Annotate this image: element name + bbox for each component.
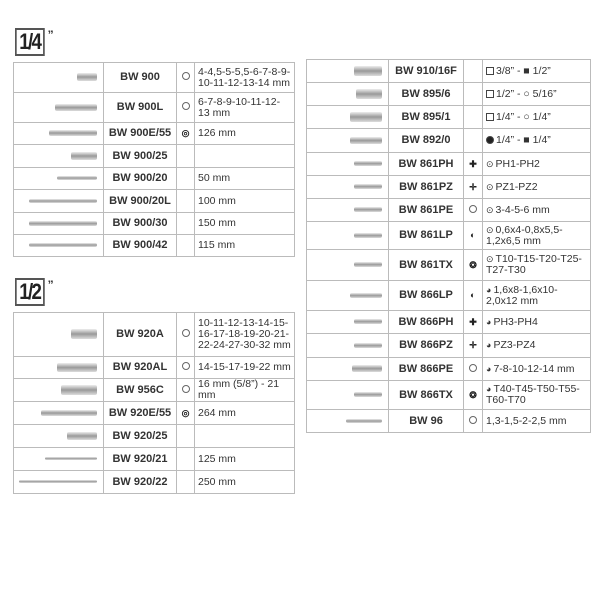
table-cell (464, 250, 483, 281)
circle-outline-icon (182, 362, 190, 370)
table-cell (483, 176, 591, 199)
product-code: BW 861PZ (389, 176, 464, 199)
size-description: 1,6x8-1,6x10-2,0x12 mm (486, 283, 558, 307)
product-code: BW 861PE (389, 199, 464, 222)
tool-image (29, 199, 97, 203)
table-cell (14, 123, 104, 145)
table-cell (483, 250, 591, 281)
table-cell (195, 471, 295, 494)
table-cell (483, 222, 591, 250)
table-cell (14, 235, 104, 257)
table-row (307, 334, 591, 358)
product-code: BW 866PE (389, 358, 464, 381)
tool-image (77, 73, 97, 81)
table-row (14, 425, 295, 448)
product-code: BW 895/1 (389, 106, 464, 129)
size-description: 50 mm (198, 172, 231, 184)
table-cell (14, 402, 104, 425)
table-cell (177, 471, 195, 494)
product-code: BW 866PH (389, 311, 464, 334)
table-cell (307, 334, 389, 358)
size-description: 126 mm (198, 127, 236, 139)
product-code: BW 900/20L (104, 190, 177, 213)
bit-10mm-icon: ⊙ (486, 158, 494, 169)
table-cell (464, 83, 483, 106)
circle-outline-icon (469, 364, 477, 372)
table-row (14, 235, 295, 257)
size-description: 100 mm (198, 194, 236, 207)
table-row (14, 145, 295, 168)
product-code: BW 920/25 (104, 425, 177, 448)
table-cell (483, 381, 591, 410)
table-cell (195, 425, 295, 448)
table-cell (464, 176, 483, 199)
table-cell (307, 311, 389, 334)
table-cell (177, 448, 195, 471)
table-cell (464, 281, 483, 311)
table-row (14, 313, 295, 357)
table-cell (464, 222, 483, 250)
table-cell (307, 281, 389, 311)
bit-10mm-icon: ⊙ (486, 204, 494, 215)
table-cell (177, 123, 195, 145)
size-description: 0,6x4-0,8x5,5-1,2x6,5 mm (486, 223, 563, 247)
product-code: BW 900/25 (104, 145, 177, 168)
table-cell (195, 313, 295, 357)
tool-image (354, 66, 382, 76)
product-code: BW 900/30 (104, 213, 177, 235)
product-code: BW 920AL (104, 357, 177, 379)
circle-outline-icon (182, 385, 190, 393)
product-code: BW 900E/55 (104, 123, 177, 145)
table-cell (464, 153, 483, 176)
tool-image (354, 262, 382, 267)
table-cell (464, 199, 483, 222)
tool-image (29, 221, 97, 226)
table-row (307, 199, 591, 222)
table-row (307, 129, 591, 153)
product-code: BW 900 (104, 63, 177, 93)
table-cell (195, 448, 295, 471)
tool-image (352, 365, 382, 372)
table-cell (307, 153, 389, 176)
table-cell (483, 129, 591, 153)
tool-image (354, 233, 382, 238)
table-cell (307, 222, 389, 250)
table-cell (483, 311, 591, 334)
circle-outline-icon (182, 329, 190, 337)
product-code: BW 892/0 (389, 129, 464, 153)
table-cell (14, 313, 104, 357)
table-cell (14, 168, 104, 190)
quarter-inch-table (13, 62, 295, 257)
table-cell (177, 63, 195, 93)
table-cell (195, 63, 295, 93)
tool-image (354, 161, 382, 166)
table-cell (307, 250, 389, 281)
square-drive-icon (486, 90, 494, 98)
size-description: 10-11-12-13-14-15-16-17-18-19-20-21-22-24-27-30-32 mm (198, 317, 291, 351)
table-row (14, 448, 295, 471)
size-description: PH1-PH2 (495, 157, 540, 170)
product-code: BW 861TX (389, 250, 464, 281)
table-row (307, 222, 591, 250)
size-description: PH3-PH4 (493, 315, 538, 328)
size-description: 250 mm (198, 475, 236, 488)
size-description: 1/2” - ○ 5/16” (496, 87, 557, 100)
table-row (14, 168, 295, 190)
table-cell (307, 83, 389, 106)
tool-image (41, 410, 97, 416)
table-cell (464, 60, 483, 83)
table-cell (464, 106, 483, 129)
tool-image (71, 152, 97, 160)
table-row (14, 63, 295, 93)
size-description: 14-15-17-19-22 mm (198, 361, 291, 373)
table-cell (177, 425, 195, 448)
table-cell (464, 410, 483, 433)
circle-outline-icon (469, 416, 477, 424)
table-cell (483, 199, 591, 222)
section-header-1-4 (15, 28, 54, 56)
table-cell (195, 93, 295, 123)
table-cell (307, 60, 389, 83)
table-row (14, 93, 295, 123)
table-cell (195, 123, 295, 145)
phillips-icon: ✚ (469, 158, 477, 169)
product-code: BW 866LP (389, 281, 464, 311)
product-code: BW 920A (104, 313, 177, 357)
table-row (307, 250, 591, 281)
phillips-icon: ✚ (469, 316, 477, 327)
table-row (307, 60, 591, 83)
size-description: 125 mm (198, 452, 236, 465)
table-cell (14, 425, 104, 448)
table-cell (483, 334, 591, 358)
table-row (307, 281, 591, 311)
table-cell (195, 235, 295, 257)
size-description: 115 mm (198, 239, 236, 251)
table-cell (195, 168, 295, 190)
table-cell (483, 281, 591, 311)
table-cell (307, 381, 389, 410)
table-cell (464, 381, 483, 410)
table-cell (464, 334, 483, 358)
table-cell (483, 410, 591, 433)
table-cell (195, 145, 295, 168)
inch-mark: ” (47, 28, 54, 42)
accessories-table (306, 59, 591, 433)
ratchet-symbol-icon: ◎ (181, 128, 190, 138)
table-cell (14, 63, 104, 93)
slotted-icon: ◐ (470, 290, 476, 300)
tool-image (61, 385, 97, 395)
size-description: 16 mm (5/8”) - 21 mm (198, 378, 280, 401)
table-cell (483, 106, 591, 129)
table-cell (14, 471, 104, 494)
table-cell (177, 235, 195, 257)
tool-image (354, 319, 382, 324)
slotted-icon: ◐ (470, 230, 476, 240)
tool-image (49, 130, 97, 136)
product-code: BW 956C (104, 379, 177, 402)
table-cell (177, 402, 195, 425)
table-row (307, 381, 591, 410)
bit-impact-icon: ◕ (486, 363, 492, 374)
table-cell (14, 213, 104, 235)
bit-10mm-icon: ⊙ (486, 181, 494, 192)
bit-impact-icon: ◕ (486, 384, 492, 394)
size-description: PZ3-PZ4 (493, 339, 536, 351)
tool-image (356, 89, 382, 99)
tool-image (71, 329, 97, 339)
tool-image (354, 184, 382, 189)
table-cell (307, 176, 389, 199)
table-row (307, 311, 591, 334)
drive-size-label: 1/2 (15, 278, 44, 306)
ratchet-symbol-icon: ◎ (181, 407, 190, 418)
table-cell (177, 93, 195, 123)
torx-icon: ❂ (469, 389, 477, 400)
size-description: 4-4,5-5-5,5-6-7-8-9-10-11-12-13-14 mm (198, 65, 291, 89)
circle-outline-icon (469, 205, 477, 213)
square-drive-icon (486, 113, 494, 121)
table-cell (195, 213, 295, 235)
size-description: 1,3-1,5-2-2,5 mm (486, 414, 567, 427)
product-code: BW 861PH (389, 153, 464, 176)
tool-image (57, 363, 97, 372)
pozidriv-icon: ✛ (469, 181, 477, 192)
product-code: BW 895/6 (389, 83, 464, 106)
size-description: 3/8” - ■ 1/2” (496, 64, 551, 77)
tool-image (354, 207, 382, 212)
size-description: 150 mm (198, 217, 236, 229)
size-description: 7-8-10-12-14 mm (493, 362, 575, 375)
product-code: BW 920/22 (104, 471, 177, 494)
torx-icon: ❂ (469, 259, 477, 270)
table-cell (14, 448, 104, 471)
table-row (14, 471, 295, 494)
tool-image (350, 112, 382, 122)
bit-10mm-icon: ⊙ (486, 254, 494, 264)
size-description: T40-T45-T50-T55-T60-T70 (486, 383, 580, 406)
product-code: BW 920E/55 (104, 402, 177, 425)
product-code: BW 920/21 (104, 448, 177, 471)
inch-mark: ” (47, 278, 54, 292)
size-description: 264 mm (198, 406, 236, 419)
table-cell (483, 83, 591, 106)
table-cell (177, 213, 195, 235)
table-cell (14, 145, 104, 168)
half-inch-table (13, 312, 295, 494)
product-code: BW 910/16F (389, 60, 464, 83)
table-row (14, 402, 295, 425)
tool-image (45, 457, 97, 460)
pozidriv-icon: ✛ (469, 340, 477, 350)
product-code: BW 861LP (389, 222, 464, 250)
tool-image (354, 392, 382, 397)
bit-impact-icon: ◕ (486, 284, 492, 295)
table-cell (483, 153, 591, 176)
product-code: BW 866PZ (389, 334, 464, 358)
table-cell (177, 168, 195, 190)
square-drive-icon (486, 67, 494, 75)
table-cell (14, 379, 104, 402)
product-code: BW 900/20 (104, 168, 177, 190)
table-cell (177, 190, 195, 213)
size-description: 1/4” - ■ 1/4” (496, 134, 551, 146)
table-cell (483, 60, 591, 83)
table-row (307, 410, 591, 433)
table-row (14, 123, 295, 145)
bit-impact-icon: ◕ (486, 340, 492, 350)
product-code: BW 866TX (389, 381, 464, 410)
table-cell (307, 199, 389, 222)
table-row (14, 213, 295, 235)
table-cell (14, 357, 104, 379)
table-cell (177, 313, 195, 357)
size-description: 3-4-5-6 mm (495, 203, 550, 216)
table-cell (307, 106, 389, 129)
table-cell (307, 410, 389, 433)
bit-impact-icon: ◕ (486, 316, 492, 327)
tool-image (354, 343, 382, 348)
table-cell (14, 190, 104, 213)
tool-image (346, 419, 382, 423)
table-row (14, 379, 295, 402)
tool-image (29, 243, 97, 247)
table-row (307, 153, 591, 176)
hex-drive-icon (486, 136, 494, 144)
drive-size-label: 1/4 (15, 28, 44, 56)
product-code: BW 96 (389, 410, 464, 433)
table-cell (195, 357, 295, 379)
table-cell (177, 379, 195, 402)
table-cell (14, 93, 104, 123)
table-cell (177, 357, 195, 379)
tool-image (67, 432, 97, 440)
table-row (307, 106, 591, 129)
table-row (14, 190, 295, 213)
table-cell (483, 358, 591, 381)
bit-10mm-icon: ⊙ (486, 224, 494, 235)
circle-outline-icon (182, 72, 190, 80)
product-code: BW 900L (104, 93, 177, 123)
table-row (307, 358, 591, 381)
size-description: 6-7-8-9-10-11-12-13 mm (198, 95, 281, 119)
table-row (307, 176, 591, 199)
tool-image (350, 293, 382, 298)
table-cell (195, 190, 295, 213)
table-row (14, 357, 295, 379)
product-code: BW 900/42 (104, 235, 177, 257)
size-description: 1/4” - ○ 1/4” (496, 110, 551, 123)
size-description: PZ1-PZ2 (495, 180, 538, 193)
table-cell (464, 311, 483, 334)
table-cell (195, 379, 295, 402)
table-cell (464, 358, 483, 381)
table-cell (307, 358, 389, 381)
table-cell (307, 129, 389, 153)
table-cell (177, 145, 195, 168)
size-description: T10-T15-T20-T25-T27-T30 (486, 253, 582, 276)
table-row (307, 83, 591, 106)
tool-image (57, 176, 97, 180)
tool-image (350, 137, 382, 144)
tool-image (55, 104, 97, 111)
section-header-1-2 (15, 278, 54, 306)
tool-image (19, 480, 97, 483)
table-cell (195, 402, 295, 425)
table-cell (464, 129, 483, 153)
circle-outline-icon (182, 102, 190, 110)
